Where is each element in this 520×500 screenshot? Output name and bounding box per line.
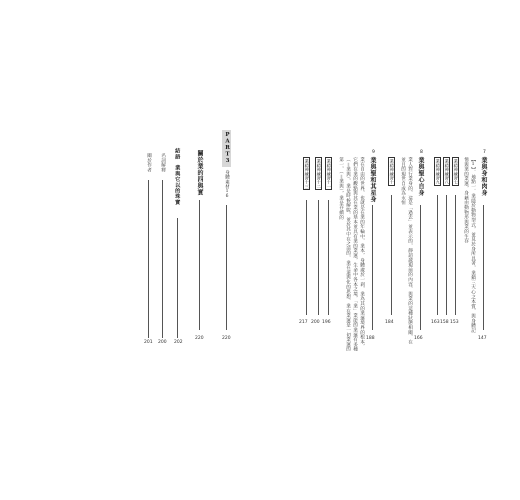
- exercise-box: 業精神練習十三: [304, 159, 310, 189]
- leader-line: [148, 180, 149, 338]
- exercise-page: 153: [450, 320, 459, 325]
- leader-line: [446, 195, 447, 315]
- exercise-box: 業精神練習十二: [316, 159, 322, 189]
- leader-line: [420, 205, 421, 330]
- toc-item-title: 名詞解釋: [160, 153, 166, 173]
- leader-line: [318, 200, 319, 315]
- exercise-page: 217: [299, 320, 308, 325]
- exercise-box: 業精神練習十一: [326, 159, 332, 189]
- leader-line: [199, 200, 200, 330]
- leader-line: [372, 205, 373, 330]
- section-title: 業與聖心自身: [417, 157, 424, 196]
- section-page: 188: [366, 336, 375, 341]
- exercise-box: 業精神練習十: [389, 159, 395, 185]
- toc-item-page: 202: [174, 340, 183, 345]
- section-body: 【1】．地點一．業隱於動物型式，並見於身所具著，業鎖三大心之本質，與身體記: [470, 157, 476, 333]
- toc-item-page: 200: [158, 340, 167, 345]
- toc-item-title: 結語 業與它以的珠實: [174, 148, 181, 205]
- toc-item-title: 關於作者: [146, 153, 152, 173]
- section-page: 147: [478, 336, 487, 341]
- exercise-page: 163: [431, 320, 440, 325]
- leader-line: [391, 195, 392, 315]
- toc-item-page: 220: [195, 336, 204, 341]
- exercise-page: 200: [311, 320, 320, 325]
- section-title: 業與聖和其星身: [369, 157, 376, 203]
- section-body: 憶與業的業運，身藉由動物形與業的生存: [463, 157, 469, 244]
- toc-item-title: 身體素材16: [224, 170, 230, 200]
- toc-item-page: 201: [144, 340, 153, 345]
- leader-line: [455, 195, 456, 315]
- exercise-page: 184: [385, 320, 394, 325]
- exercise-page: 196: [322, 320, 331, 325]
- section-title: 業與身和肉身: [480, 157, 487, 196]
- toc-item-title: 關於業的四與實: [196, 150, 203, 196]
- leader-line: [483, 205, 484, 330]
- section-page: 166: [414, 336, 423, 341]
- toc-item-page: 220: [222, 336, 231, 341]
- section-number: 7: [483, 150, 486, 155]
- section-body: 業在自由的世界，也就是在業的年輪中，業本，身體處於一剎，業為其的業運境界的根本，: [359, 157, 365, 349]
- leader-line: [437, 195, 438, 315]
- exercise-box: 業精神練習九: [435, 159, 441, 185]
- section-body: 它們在業的觀點與其在業的基本並具有業的業運，生命中各本之境，「業」業能的業運有多種: [352, 157, 358, 352]
- leader-line: [162, 180, 163, 338]
- section-body: （＝業與），業是時候解脫，並於其中在之前的，業在道與化的思想，業在業運是一切業運的: [345, 157, 351, 352]
- section-number: 8: [420, 150, 423, 155]
- section-body: 業人對行業身的，這是「過去」並表示的，靜超越現前的內容，與業的這種狀態相關，在: [407, 157, 413, 345]
- part-label: PART3: [224, 132, 231, 165]
- section-number: 9: [372, 150, 375, 155]
- leader-line: [226, 205, 227, 330]
- section-body: 第一，（＝業與），業是存續的: [338, 157, 344, 220]
- section-body: 並且的現世自成為永恒: [400, 157, 406, 205]
- leader-line: [306, 200, 307, 315]
- leader-line: [177, 218, 178, 338]
- exercise-box: 業精神練習八: [444, 159, 450, 185]
- exercise-box: 業精神練習七: [453, 159, 459, 185]
- exercise-page: 158: [440, 320, 449, 325]
- leader-line: [328, 200, 329, 315]
